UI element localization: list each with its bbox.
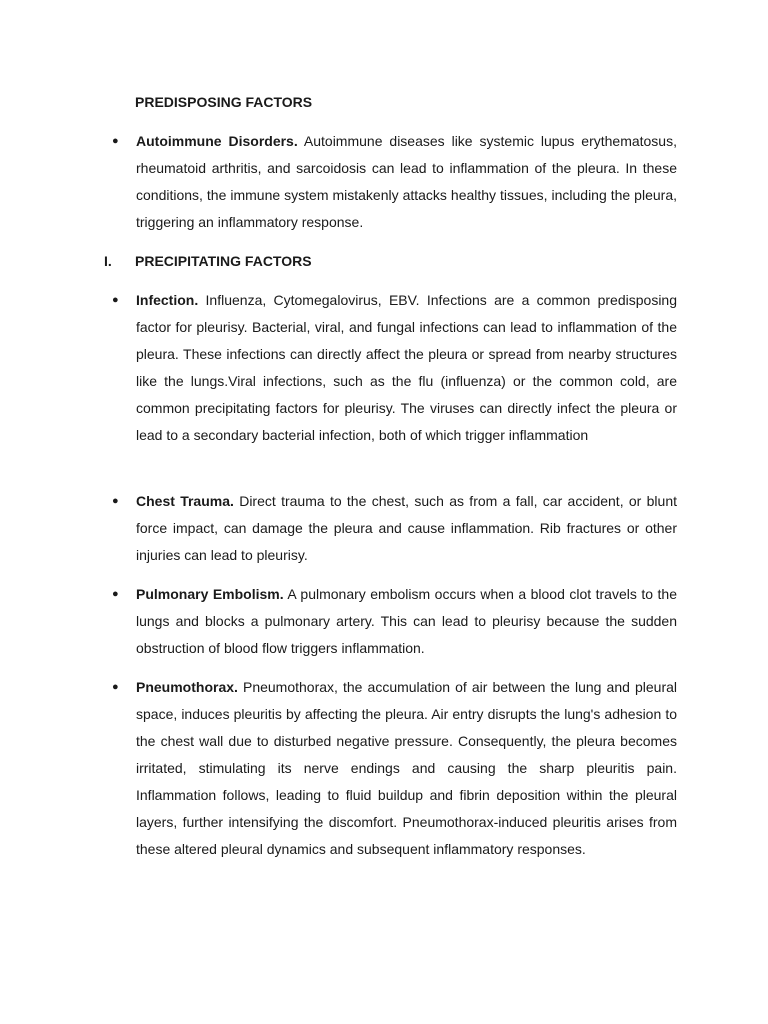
paragraph-infection [136, 287, 677, 449]
paragraph-text: Direct trauma to the chest, such as from a fall, car accident, or blunt force impact, can damage the pleura and cause inflammation. Rib fractures or other injuries can lead to pleurisy. [136, 493, 677, 563]
precipitating-heading: PRECIPITATING FACTORS [135, 253, 312, 269]
paragraph-text: Influenza, Cytomegalovirus, EBV. Infections are a common predisposing factor for pleurisy. Bacterial, viral, and fungal infections can lead to inflammation of the pleura. These infections can directly affect the pleura or spread from nearby structures like the lungs.Viral infections, such as the flu (influenza) or the common cold, are common precipitating factors for pleurisy. The viruses can directly infect the pleura or lead to a secondary bacterial infection, both of which trigger inflammation [136, 292, 677, 443]
term-label: Pulmonary Embolism. [136, 586, 284, 602]
term-label: Chest Trauma. [136, 493, 234, 509]
bullet-icon: ● [112, 495, 119, 507]
bullet-icon: ● [112, 681, 119, 693]
paragraph-text: Pneumothorax, the accumulation of air between the lung and pleural space, induces pleuritis by affecting the pleura. Air entry disrupts the lung's adhesion to the chest wall due to disturbed negative pressure. Consequently, the pleura becomes irritated, stimulating its nerve endings and causing the sharp pleuritis pain. Inflammation follows, leading to fluid buildup and fibrin deposition within the pleural layers, further intensifying the discomfort. Pneumothorax-induced pleuritis arises from these altered pleural dynamics and subsequent inflammatory responses. [136, 679, 677, 857]
paragraph-pulmonary-embolism [136, 581, 677, 662]
paragraph-text: A pulmonary embolism occurs when a blood clot travels to the lungs and blocks a pulmonary artery. This can lead to pleurisy because the sudden obstruction of blood flow triggers inflammation. [136, 586, 677, 656]
predisposing-heading: PREDISPOSING FACTORS [135, 94, 313, 110]
paragraph-chest-trauma [136, 488, 677, 569]
section-number: I. [104, 253, 112, 269]
paragraph-pneumothorax [136, 674, 677, 863]
paragraph-autoimmune [136, 128, 677, 236]
term-label: Pneumothorax. [136, 679, 238, 695]
term-label: Infection. [136, 292, 199, 308]
bullet-icon: ● [112, 135, 119, 147]
bullet-icon: ● [112, 294, 119, 306]
term-label: Autoimmune Disorders. [136, 133, 298, 149]
paragraph-text: Autoimmune diseases like systemic lupus erythematosus, rheumatoid arthritis, and sarcoidosis can lead to inflammation of the pleura. In these conditions, the immune system mistakenly attacks healthy tissues, including the pleura, triggering an inflammatory response. [136, 133, 677, 230]
bullet-icon: ● [112, 588, 119, 600]
